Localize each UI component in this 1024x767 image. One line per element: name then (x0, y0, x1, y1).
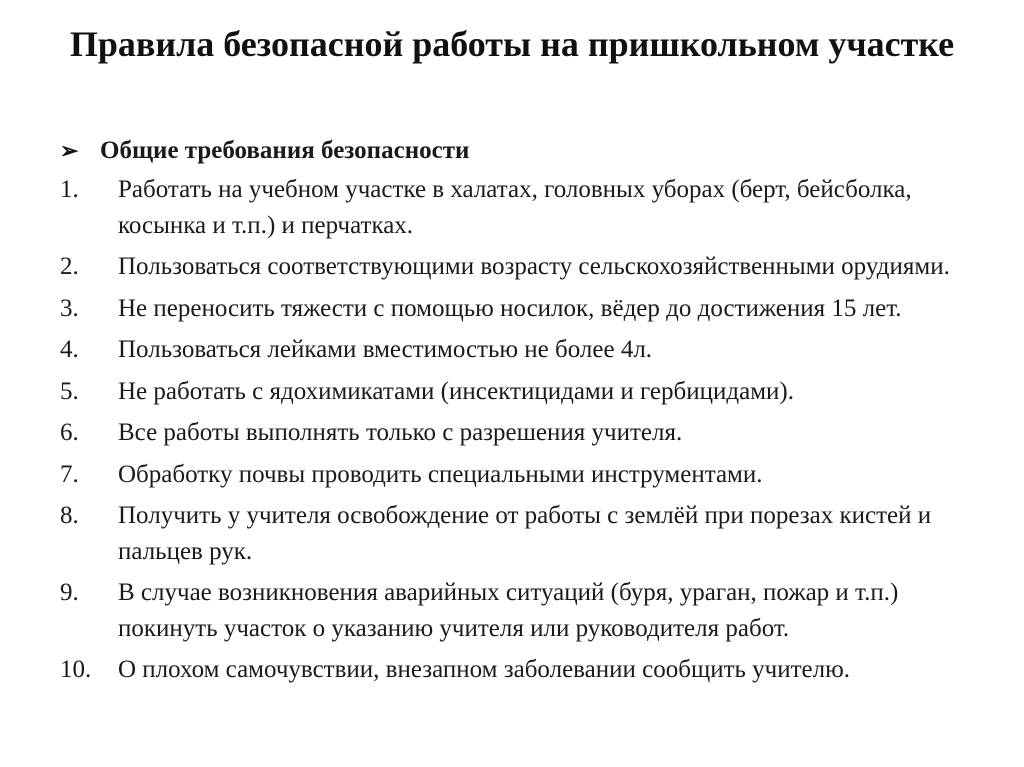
item-text: Работать на учебном участке в халатах, головных уборах (берт, бейсболка, косынка и т.п.) и перчатках. (118, 176, 912, 239)
item-number: 8. (60, 502, 79, 529)
arrow-bullet-icon: ➢ (60, 138, 79, 163)
list-item (60, 575, 980, 646)
list-item (60, 652, 980, 688)
list-item (60, 332, 980, 368)
item-number: 5. (60, 377, 79, 405)
item-text: Не переносить тяжести с помощью носилок, вёдер до достижения 15 лет. (118, 294, 902, 322)
item-number: 6. (60, 419, 79, 446)
list-item (60, 415, 980, 451)
item-text: Пользоваться соответствующими возрасту сельскохозяйственными орудиями. (118, 253, 950, 280)
slide-content (60, 134, 980, 694)
item-text: Все работы выполнять только с разрешения учителя. (118, 419, 683, 446)
item-number: 3. (60, 294, 79, 322)
item-number: 2. (60, 253, 79, 280)
item-text: О плохом самочувствии, внезапном заболевании сообщить учителю. (118, 656, 851, 683)
list-item (60, 374, 980, 410)
list-item (60, 172, 980, 243)
item-text: Обработку почвы проводить специальными инструментами. (118, 460, 763, 488)
slide-title: Правила безопасной работы на пришкольном участке (69, 24, 955, 64)
list-item (60, 249, 980, 285)
section-heading-row (60, 134, 980, 168)
item-number: 7. (60, 460, 79, 488)
list-item (60, 291, 980, 327)
list-item (60, 457, 980, 493)
item-text: Пользоваться лейками вместимостью не более 4л. (118, 336, 653, 363)
rules-list (60, 172, 980, 688)
item-text: Получить у учителя освобождение от работы с землёй при порезах кистей и пальцев рук. (118, 502, 932, 565)
item-number: 4. (60, 336, 79, 363)
item-number: 9. (60, 579, 79, 606)
item-number: 1. (60, 176, 79, 203)
item-text: В случае возникновения аварийных ситуаций (буря, ураган, пожар и т.п.) покинуть участок о указанию учителя или руководителя работ. (118, 579, 899, 642)
item-text: Не работать с ядохимикатами (инсектицидами и гербицидами). (118, 377, 794, 405)
item-number: 10. (60, 656, 92, 683)
list-item (60, 498, 980, 569)
section-heading: Общие требования безопасности (100, 137, 470, 164)
